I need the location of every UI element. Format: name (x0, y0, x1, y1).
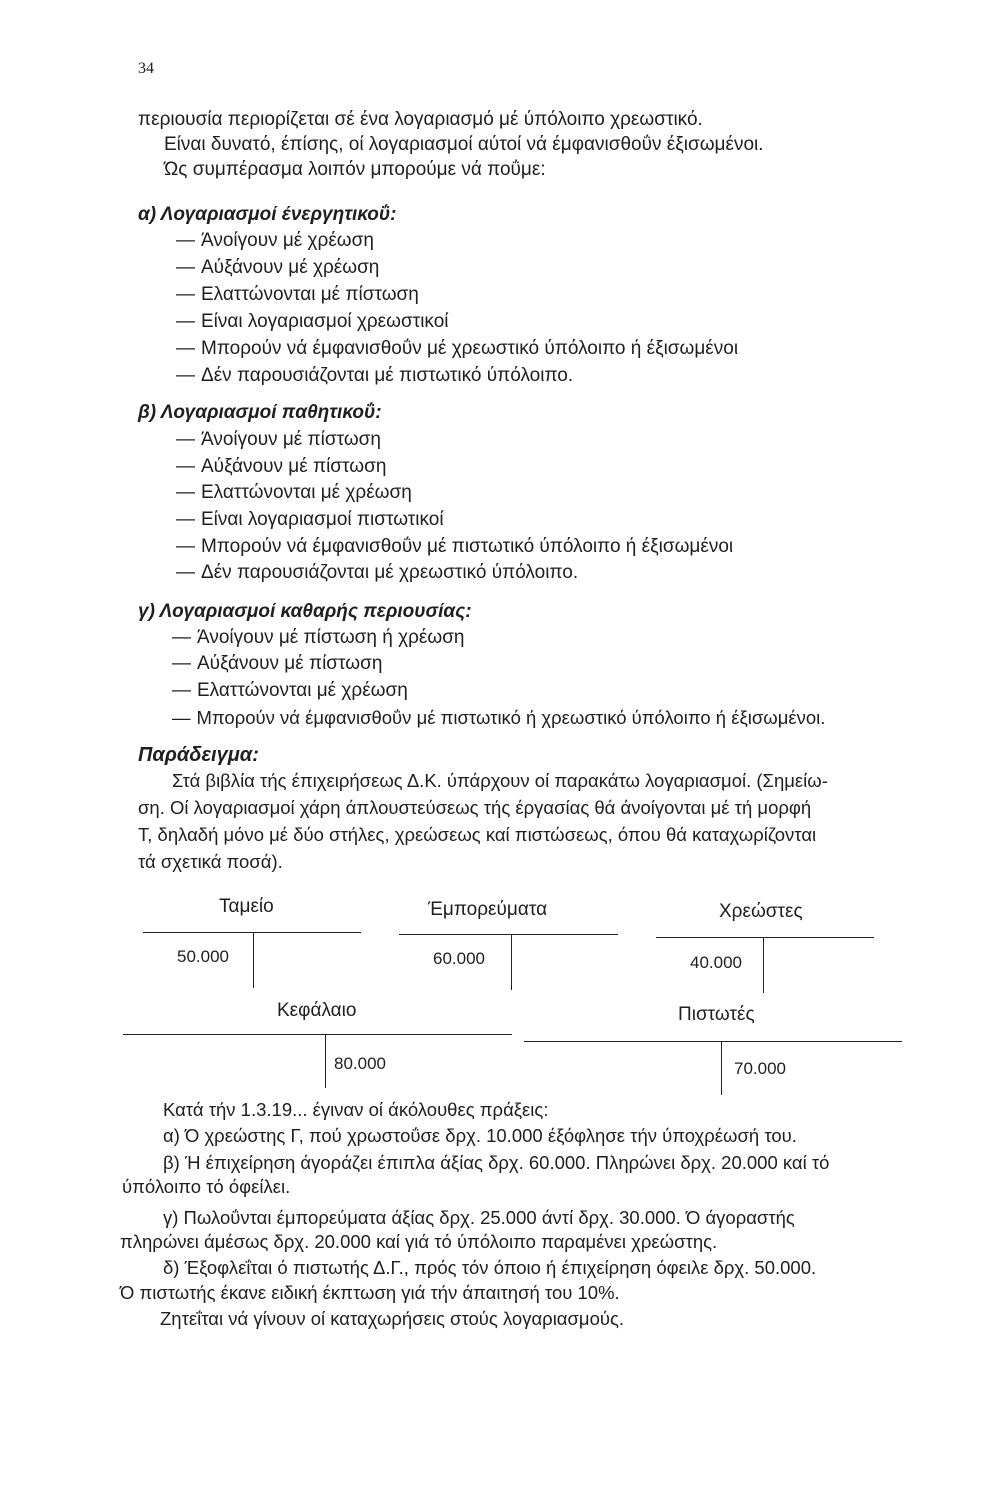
list-item: — Αύξάνουν μέ πίστωση (172, 653, 383, 674)
t-account-divider (253, 932, 254, 988)
account-name: Έμπορεύματα (428, 899, 548, 920)
transaction-line: Ζητεΐται νά γίνουν οί καταχωρήσεις στούς λογαριασμούς. (160, 1308, 625, 1329)
transaction-line: Ό πιστωτής έκανε ειδική έκπτωση γιά τήν άπαιτησή του 10%. (120, 1282, 620, 1303)
account-name: Χρεώστες (719, 901, 803, 922)
t-account-divider (721, 1041, 722, 1095)
section-heading-assets: α) Λογαριασμοί ένεργητικοΰ: (138, 204, 397, 225)
section-heading-liabilities: β) Λογαριασμοί παθητικοΰ: (138, 402, 382, 423)
account-amount: 40.000 (690, 953, 742, 972)
list-item: — Ελαττώνονται μέ χρέωση (172, 680, 408, 701)
transaction-line: ύπόλοιπο τό όφείλει. (122, 1176, 291, 1197)
example-paragraph-line: τά σχετικά ποσά). (138, 851, 283, 872)
t-account-divider (325, 1034, 326, 1088)
account-name: Κεφάλαιο (277, 1000, 357, 1021)
account-amount: 50.000 (177, 947, 229, 966)
intro-line: περιουσία περιορίζεται σέ ένα λογαριασμό μέ ύπόλοιπο χρεωστικό. (138, 109, 703, 130)
list-item: — Αύξάνουν μέ χρέωση (176, 257, 380, 278)
list-item: — Ελαττώνονται μέ πίστωση (176, 284, 419, 305)
list-item: — Ελαττώνονται μέ χρέωση (176, 482, 412, 503)
list-item: — Αύξάνουν μέ πίστωση (176, 456, 387, 477)
page-number: 34 (138, 60, 154, 77)
list-item: — Μπορούν νά έμφανισθοΰν μέ χρεωστικό ύπόλοιπο ή έξισωμένοι (176, 338, 739, 359)
intro-line: Ώς συμπέρασμα λοιπόν μπορούμε νά ποΰμε: (164, 159, 546, 180)
t-account-top-rule (143, 932, 361, 933)
t-account-top-rule (656, 937, 874, 938)
list-item: — Είναι λογαριασμοί πιστωτικοί (176, 509, 444, 530)
transaction-line: α) Ό χρεώστης Γ, πού χρωστοΰσε δρχ. 10.000 έξόφλησε τήν ύποχρέωσή του. (163, 1125, 797, 1146)
list-item: — Είναι λογαριασμοί χρεωστικοί (176, 311, 449, 332)
list-item: — Μπορούν νά έμφανισθοΰν μέ πιστωτικό ύπόλοιπο ή έξισωμένοι (176, 536, 734, 557)
list-item: — Δέν παρουσιάζονται μέ πιστωτικό ύπόλοιπο. (176, 365, 574, 386)
transaction-line: β) Ή έπιχείρηση άγοράζει έπιπλα άξίας δρχ. 60.000. Πληρώνει δρχ. 20.000 καί τό (163, 1152, 830, 1173)
transaction-line: πληρώνει άμέσως δρχ. 20.000 καί γιά τό ύπόλοιπο παραμένει χρεώστης. (120, 1231, 718, 1252)
transaction-line: γ) Πωλοΰνται έμπορεύματα άξίας δρχ. 25.000 άντί δρχ. 30.000. Ό άγοραστής (163, 1207, 795, 1228)
list-item: — Άνοίγουν μέ χρέωση (176, 230, 374, 251)
example-heading: Παράδειγμα: (138, 744, 259, 766)
account-amount: 70.000 (734, 1059, 786, 1078)
t-account-top-rule (123, 1034, 512, 1035)
account-name: Ταμείο (219, 896, 274, 917)
t-account-divider (511, 934, 512, 990)
account-amount: 60.000 (433, 949, 485, 968)
list-item: — Δέν παρουσιάζονται μέ χρεωστικό ύπόλοιπο. (176, 562, 579, 583)
list-item: — Άνοίγουν μέ πίστωση (176, 429, 381, 450)
transaction-line: δ) Έξοφλεΐται ό πιστωτής Δ.Γ., πρός τόν όποιο ή έπιχείρηση όφειλε δρχ. 50.000. (163, 1257, 817, 1278)
intro-line: Είναι δυνατό, έπίσης, οί λογαριασμοί αύτοί νά έμφανισθοΰν έξισωμένοι. (164, 134, 764, 155)
t-account-top-rule (524, 1041, 902, 1042)
t-account-divider (763, 937, 764, 993)
list-item: — Άνοίγουν μέ πίστωση ή χρέωση (172, 627, 465, 648)
section-heading-equity: γ) Λογαριασμοί καθαρής περιουσίας: (138, 601, 472, 622)
account-amount: 80.000 (334, 1054, 386, 1073)
t-account-top-rule (399, 934, 618, 935)
example-paragraph-line: Τ, δηλαδή μόνο μέ δύο στήλες, χρεώσεως καί πιστώσεως, όπου θά καταχωρίζονται (138, 824, 817, 845)
account-name: Πιστωτές (678, 1004, 755, 1025)
example-paragraph-line: ση. Οί λογαριασμοί χάρη άπλουστεύσεως τής έργασίας θά άνοίγονται μέ τή μορφή (138, 797, 812, 818)
list-item: — Μπορούν νά έμφανισθοΰν μέ πιστωτικό ή χρεωστικό ύπόλοιπο ή έξισωμένοι. (172, 707, 826, 728)
transactions-intro: Κατά τήν 1.3.19... έγιναν οί άκόλουθες πράξεις: (163, 1099, 549, 1120)
example-paragraph-line: Στά βιβλία τής έπιχειρήσεως Δ.Κ. ύπάρχουν οί παρακάτω λογαριασμοί. (Σημείω- (172, 770, 828, 791)
